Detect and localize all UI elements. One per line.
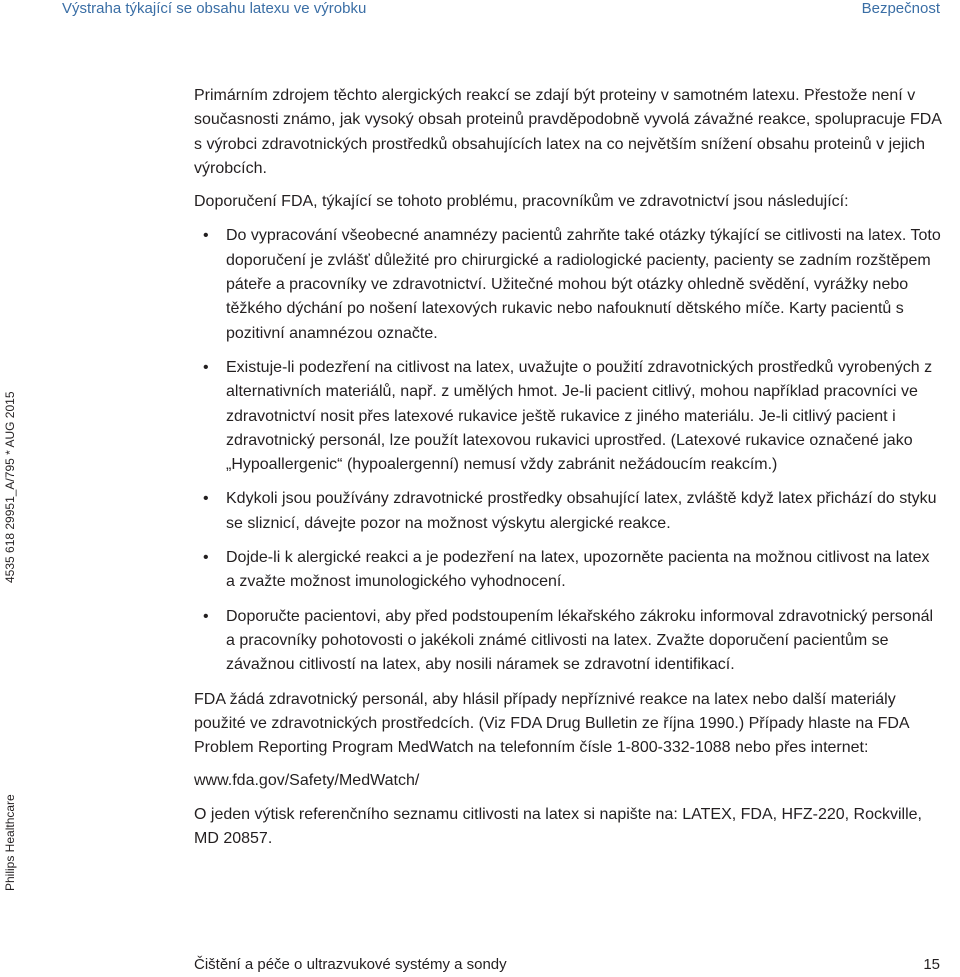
list-item [194, 487, 942, 536]
list-item-text: Dojde-li k alergické reakci a je podezření na latex, upozorněte pacienta na možnou citlivost na latex a zvažte možnost imunologického vyhodnocení. [226, 549, 930, 591]
recommendations-lead: Doporučení FDA, týkající se tohoto problému, pracovníkům ve zdravotnictví jsou následující: [194, 193, 849, 211]
footer-manual-title: Čištění a péče o ultrazvukové systémy a sondy [194, 956, 507, 973]
list-item [194, 356, 942, 477]
list-item [194, 224, 942, 345]
list-item-text: Doporučte pacientovi, aby před podstoupením lékařského zákroku informoval zdravotnický personál a pracovníky pohotovosti o jakékoli známé citlivosti na latex. Zvažte doporučení pacientům se závažnou citlivostí na latex, aby nosili náramek se zdravotní identifikací. [226, 607, 934, 674]
brand-label: Philips Healthcare [3, 794, 17, 891]
document-code: 4535 618 29951_A/795 * AUG 2015 [3, 391, 17, 583]
bullet-icon: • [203, 227, 209, 245]
bullet-icon: • [203, 607, 209, 625]
bullet-icon: • [203, 490, 209, 508]
medwatch-url: www.fda.gov/Safety/MedWatch/ [194, 772, 420, 790]
recommendations-list [194, 224, 942, 677]
bullet-icon: • [203, 358, 209, 376]
intro-paragraph: Primárním zdrojem těchto alergických reakcí se zdají být proteiny v samotném latexu. Přestože není v současnosti známo, jak vysoký obsah proteinů pravděpodobně vyvolá závažné reakce, spolupracuje FDA s výrobci zdravotnických prostředků obsahujících latex na co největším snížení obsahu proteinů v jejich výrobcích. [194, 87, 942, 177]
bullet-icon: • [203, 549, 209, 567]
list-item [194, 605, 942, 678]
list-item-text: Kdykoli jsou používány zdravotnické prostředky obsahující latex, zvláště když latex přichází do styku se sliznicí, dávejte pozor na možnost výskytu alergické reakce. [226, 490, 937, 532]
list-item-text: Do vypracování všeobecné anamnézy pacientů zahrňte také otázky týkající se citlivosti na latex. Toto doporučení je zvlášť důležité pro chirurgické a radiologické pacienty, pacienty se zadním rozštěpem páteře a pracovníky ve zdravotnictví. Užitečné mohou být otázky ohledně svědění, vyrážky nebo těžkého dýchání po nošení latexových rukavic nebo nafouknutí dětského míče. Karty pacientů s pozitivní anamnézou označte. [226, 227, 941, 342]
list-item [194, 546, 942, 595]
list-item-text: Existuje-li podezření na citlivost na latex, uvažujte o použití zdravotnických prostředků vyrobených z alternativních materiálů, např. z umělých hmot. Je-li pacient citlivý, mohou například pracovníci ve zdravotnictví nosit přes latexové rukavice ještě rukavice z jiného materiálu. Je-li citlivý pacient i zdravotnický personál, lze použít latexovou rukavici uprostřed. (Latexové rukavice označené jako „Hypoallergenic“ (hypoalergenní) nemusí vždy zabránit nežádoucím reakcím.) [226, 358, 933, 474]
main-content [194, 84, 942, 860]
running-header-section: Bezpečnost [861, 0, 940, 17]
closing-paragraph: O jeden výtisk referenčního seznamu citlivosti na latex si napište na: LATEX, FDA, HFZ-220, Rockville, MD 20857. [194, 805, 922, 848]
running-header-title: Výstraha týkající se obsahu latexu ve výrobku [62, 0, 367, 17]
report-paragraph: FDA žádá zdravotnický personál, aby hlásil případy nepříznivé reakce na latex nebo další materiály použité ve zdravotnických prostředcích. (Viz FDA Drug Bulletin ze října 1990.) Případy hlaste na FDA Problem Reporting Program MedWatch na telefonním čísle 1-800-332-1088 nebo přes internet: [194, 690, 909, 757]
page-number: 15 [923, 956, 940, 973]
